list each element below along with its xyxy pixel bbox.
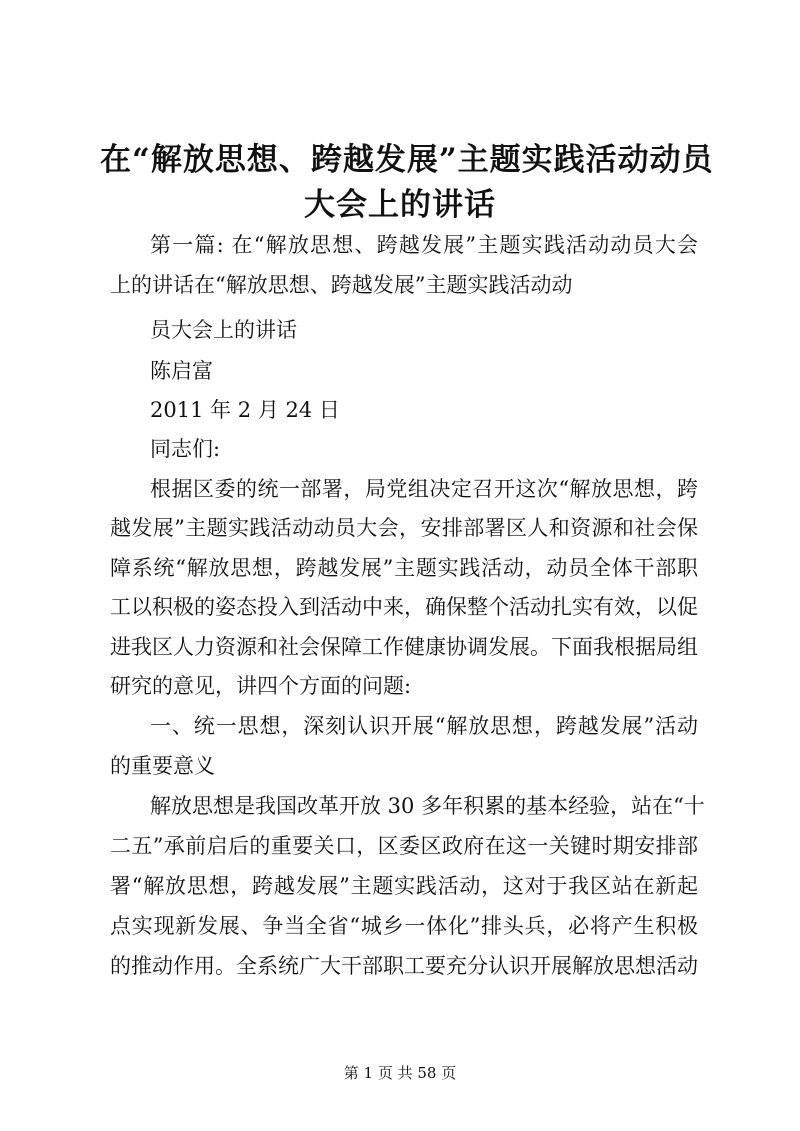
body-line: 第一篇: 在“解放思想、跨越发展”主题实践活动动员大会 (150, 233, 698, 257)
body-line: 障系统“解放思想，跨越发展”主题实践活动，动员全体干部职 (110, 556, 698, 580)
body-line: 越发展”主题实践活动动员大会，安排部署区人和资源和社会保 (110, 516, 698, 540)
body-line: 二五”承前启后的重要关口，区委区政府在这一关键时期安排部 (110, 834, 698, 858)
author-name: 陈启富 (150, 359, 213, 383)
document-title-line-2: 大会上的讲话 (304, 187, 496, 223)
body-line: 的推动作用。全系统广大干部职工要充分认识开展解放思想活动 (110, 954, 698, 978)
body-line: 工以积极的姿态投入到活动中来，确保整个活动扎实有效，以促 (110, 595, 698, 619)
body-line: 员大会上的讲话 (150, 318, 297, 342)
body-line: 署“解放思想，跨越发展”主题实践活动，这对于我区站在新起 (110, 874, 698, 898)
salutation: 同志们: (150, 437, 221, 461)
body-line: 解放思想是我国改革开放 30 多年积累的基本经验，站在“十 (150, 794, 705, 818)
body-line: 上的讲话在“解放思想、跨越发展”主题实践活动动 (110, 273, 573, 297)
document-title-line-1: 在“解放思想、跨越发展”主题实践活动动员 (100, 142, 714, 178)
page-number-footer: 第 1 页 共 58 页 (343, 1064, 457, 1082)
section-heading: 的重要意义 (110, 754, 215, 778)
body-line: 点实现新发展、争当全省“城乡一体化”排头兵，必将产生积极 (110, 914, 698, 938)
body-line: 研究的意见，讲四个方面的问题: (110, 674, 412, 698)
speech-date: 2011 年 2 月 24 日 (150, 398, 340, 422)
body-line: 进我区人力资源和社会保障工作健康协调发展。下面我根据局组 (110, 635, 698, 659)
section-heading: 一、统一思想，深刻认识开展“解放思想，跨越发展”活动 (150, 714, 698, 738)
body-line: 根据区委的统一部署，局党组决定召开这次“解放思想，跨 (150, 477, 698, 501)
